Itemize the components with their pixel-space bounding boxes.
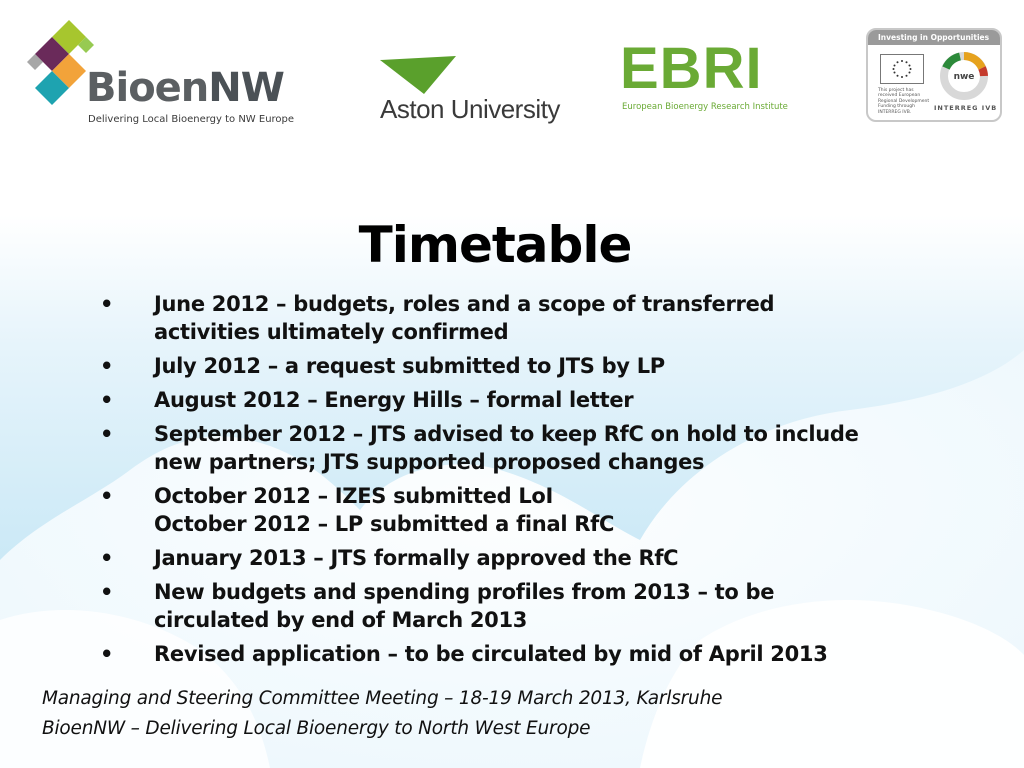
timetable-bullet-item xyxy=(100,640,890,668)
bullet-dot-icon: • xyxy=(100,292,114,316)
bullet-text-line: September 2012 – JTS advised to keep RfC on hold to include xyxy=(154,422,859,446)
bioennw-diamond-mark xyxy=(24,18,94,113)
bullet-text-line: July 2012 – a request submitted to JTS by LP xyxy=(154,354,665,378)
ebri-tagline: European Bioenergy Research Institute xyxy=(622,102,788,112)
bullet-text-line: August 2012 – Energy Hills – formal letter xyxy=(154,388,634,412)
timetable-bullet-item xyxy=(100,482,890,538)
bullet-dot-icon: • xyxy=(100,580,114,604)
bullet-dot-icon: • xyxy=(100,546,114,570)
bullet-dot-icon: • xyxy=(100,642,114,666)
slide-title: Timetable xyxy=(358,215,632,274)
aston-university-logo xyxy=(376,50,571,130)
slide-footer xyxy=(42,684,722,744)
bullet-dot-icon: • xyxy=(100,484,114,508)
timetable-bullet-item xyxy=(100,290,890,346)
interreg-header: Investing in Opportunities xyxy=(868,30,1000,45)
bullet-text-line: January 2013 – JTS formally approved the RfC xyxy=(154,546,679,570)
interreg-footer: INTERREG IVB xyxy=(934,104,998,112)
timetable-bullet-item xyxy=(100,352,890,380)
bullet-text-line: new partners; JTS supported proposed changes xyxy=(154,450,705,474)
bullet-text-line: Revised application – to be circulated by mid of April 2013 xyxy=(154,642,828,666)
timetable-bullet-item xyxy=(100,544,890,572)
interreg-funding-note: This project has received European Regional Development Funding through INTERREG IVB. xyxy=(878,88,930,115)
footer-meeting-line: Managing and Steering Committee Meeting – 18-19 March 2013, Karlsruhe xyxy=(42,688,723,709)
aston-wordmark: Aston University xyxy=(380,94,560,124)
footer-project-line: BioenNW – Delivering Local Bioenergy to North West Europe xyxy=(42,718,591,739)
logo-bar xyxy=(0,0,1024,140)
bioennw-tagline: Delivering Local Bioenergy to NW Europe xyxy=(88,114,295,125)
ebri-logo xyxy=(620,36,790,120)
bullet-text-line: October 2012 – IZES submitted LoI xyxy=(154,484,554,508)
nwe-ring-icon xyxy=(938,50,990,102)
bullet-dot-icon: • xyxy=(100,354,114,378)
bullet-text-line: June 2012 – budgets, roles and a scope of transferred xyxy=(154,292,775,316)
bullet-dot-icon: • xyxy=(100,422,114,446)
ebri-wordmark: EBRI xyxy=(620,36,763,101)
bullet-dot-icon: • xyxy=(100,388,114,412)
timetable-bullet-list xyxy=(100,290,890,674)
bioennw-logo xyxy=(24,18,294,130)
bullet-text-line: activities ultimately confirmed xyxy=(154,320,509,344)
timetable-bullet-item xyxy=(100,386,890,414)
bullet-text-line: circulated by end of March 2013 xyxy=(154,608,528,632)
eu-flag-icon xyxy=(880,54,924,84)
timetable-bullet-item xyxy=(100,420,890,476)
interreg-logo xyxy=(866,28,1002,122)
bullet-text-line: October 2012 – LP submitted a final RfC xyxy=(154,512,615,536)
aston-triangle-mark xyxy=(380,54,460,94)
nwe-label: nwe xyxy=(953,72,975,82)
timetable-bullet-item xyxy=(100,578,890,634)
bioennw-wordmark: BioenNW xyxy=(86,65,284,111)
bullet-text-line: New budgets and spending profiles from 2013 – to be xyxy=(154,580,775,604)
